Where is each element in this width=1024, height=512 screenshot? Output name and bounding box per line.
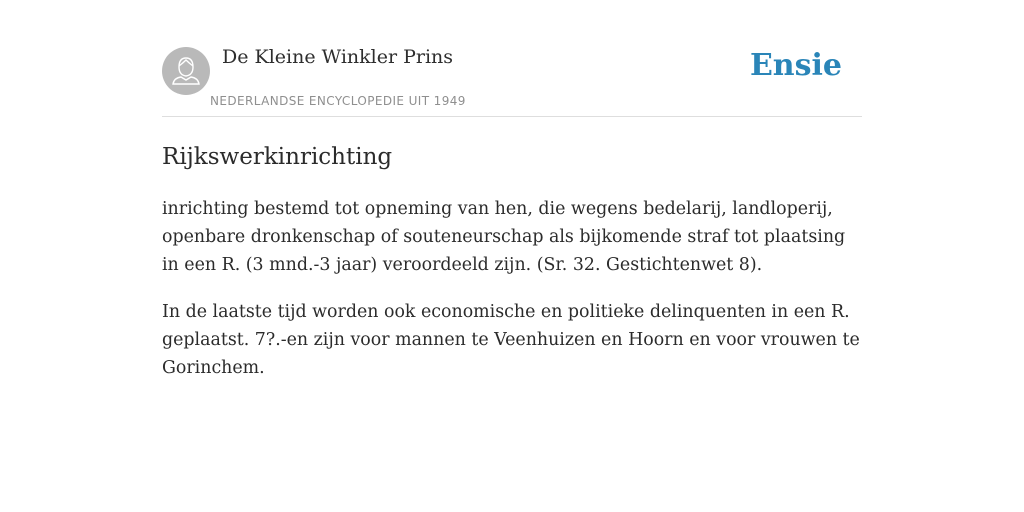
source-subtitle: NEDERLANDSE ENCYCLOPEDIE UIT 1949 (210, 94, 466, 108)
brand-logo-link[interactable]: Ensie (749, 48, 842, 83)
article-paragraph: inrichting bestemd tot opneming van hen, die wegens bedelarij, landloperij, openbare dronkenschap of souteneurschap als bijkomende straf tot plaatsing in een R. (3 mnd.-3 jaar) veroordeeld zijn. (Sr. 32. Gestichtenwet 8). (162, 199, 846, 275)
article-title: Rijkswerkinrichting (162, 144, 393, 170)
page-container (162, 0, 862, 382)
user-icon (162, 47, 210, 95)
source-title[interactable]: De Kleine Winkler Prins (222, 46, 454, 68)
avatar[interactable] (162, 47, 210, 95)
source-header (162, 0, 862, 117)
article-paragraph: In de laatste tijd worden ook economische en politieke delinquenten in een R. geplaatst. 7?.-en zijn voor mannen te Veenhuizen en Hoorn en voor vrouwen te Gorinchem. (162, 302, 860, 378)
